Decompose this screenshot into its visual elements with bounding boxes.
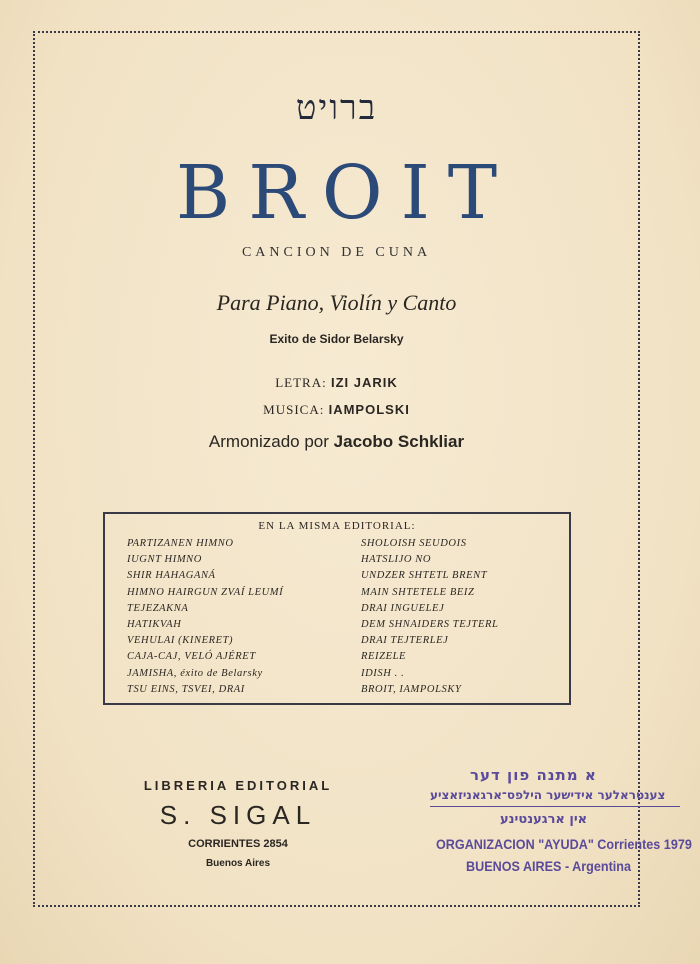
catalog-item: DEM SHNAIDERS TEJTERL <box>361 619 499 631</box>
stamp-hebrew-line2: צענטראלער אידישער הילפס־ארגאניזאציע <box>430 788 666 802</box>
musica-credit <box>33 402 640 418</box>
catalog-item: DRAI TEJTERLEJ <box>361 635 449 647</box>
publisher-address: CORRIENTES 2854 <box>188 838 288 850</box>
musica-value: IAMPOLSKI <box>328 402 410 417</box>
publisher-name: S. SIGAL <box>159 800 317 830</box>
catalog-item: SHIR HAHAGANÁ <box>127 570 216 582</box>
stamp-hebrew-line1: א מתנה פון דער <box>470 766 597 784</box>
stamp-city: BUENOS AIRES - Argentina <box>466 858 631 874</box>
stamp-hebrew-line3: אין ארגענטינע <box>500 812 588 827</box>
armonizado-credit <box>33 432 640 452</box>
catalog-item: SHOLOISH SEUDOIS <box>361 538 467 549</box>
catalog-right-column <box>361 536 498 698</box>
catalog-item: HATIKVAH <box>127 619 182 631</box>
catalog-item: IDISH . . <box>361 667 405 679</box>
hebrew-title: ברויט <box>295 88 378 128</box>
catalog-item: PARTIZANEN HIMNO <box>127 538 234 549</box>
letra-label: LETRA: <box>275 375 327 390</box>
stamp-divider <box>430 806 680 807</box>
publisher-label: LIBRERIA EDITORIAL <box>143 778 333 793</box>
catalog-item: CAJA-CAJ, VELÓ AJÉRET <box>127 651 256 663</box>
musica-label: MUSICA: <box>263 402 325 417</box>
exito-line: Exito de Sidor Belarsky <box>269 332 404 346</box>
instrumentation: Para Piano, Violín y Canto <box>216 290 457 315</box>
catalog-title: EN LA MISMA EDITORIAL: <box>258 520 416 532</box>
catalog-item: TSU EINS, TSVEI, DRAI <box>127 683 245 695</box>
catalog-left-column <box>127 536 283 698</box>
catalog-item: DRAI INGUELEJ <box>361 602 445 614</box>
subtitle: CANCION DE CUNA <box>241 245 432 260</box>
letra-value: IZI JARIK <box>330 375 398 390</box>
catalog-item: HIMNO HAIRGUN ZVAÍ LEUMÍ <box>127 586 284 598</box>
publisher-city: Buenos Aires <box>205 858 271 869</box>
letra-credit <box>33 375 640 391</box>
catalog-item: REIZELE <box>361 651 407 663</box>
catalog-item: TEJEZAKNA <box>127 602 189 614</box>
armonizado-label: Armonizado por <box>208 432 329 451</box>
catalog-item: BROIT, IAMPOLSKY <box>361 683 462 695</box>
catalog-item: IUGNT HIMNO <box>127 554 202 566</box>
armonizado-value: Jacobo Schkliar <box>333 432 465 451</box>
catalog-item: HATSLIJO NO <box>361 554 432 566</box>
catalog-item: MAIN SHTETELE BEIZ <box>361 586 475 598</box>
main-title: BROIT <box>175 150 516 236</box>
catalog-item: UNDZER SHTETL BRENT <box>361 570 488 582</box>
stamp-organization: ORGANIZACION "AYUDA" Corrientes 1979 <box>436 836 692 852</box>
catalog-item: JAMISHA, éxito de Belarsky <box>127 667 263 679</box>
catalog-item: VEHULAI (KINERET) <box>127 635 234 647</box>
catalog-box <box>103 512 571 705</box>
